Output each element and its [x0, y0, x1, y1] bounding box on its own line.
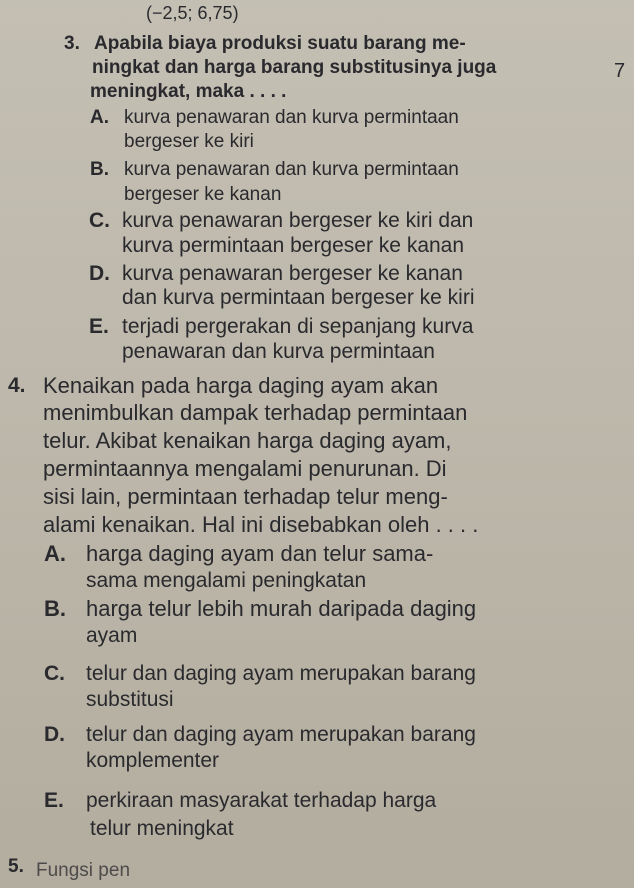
q4-option-b-line-2: ayam	[86, 624, 138, 647]
q4-option-c-line-2: substitusi	[86, 688, 174, 711]
question-4-line-5: sisi lain, permintaan terhadap telur meng-	[43, 484, 448, 509]
question-5-number: 5.	[8, 856, 24, 877]
question-4-line-6: alami kenaikan. Hal ini disebabkan oleh . . . .	[43, 512, 479, 537]
question-3-line-2: ningkat dan harga barang substitusinya juga	[92, 57, 497, 78]
q4-option-b-line-1: harga telur lebih murah daripada daging	[86, 596, 477, 621]
q4-option-b-letter: B.	[44, 596, 66, 621]
question-3-line-1: Apabila biaya produksi suatu barang me-	[94, 33, 466, 54]
q4-option-d-letter: D.	[44, 723, 65, 746]
question-4-line-2: menimbulkan dampak terhadap permintaan	[43, 400, 468, 425]
question-5-partial-text: Fungsi pen	[36, 860, 131, 881]
q3-option-c-letter: C.	[89, 209, 110, 232]
q4-option-a-line-1: harga daging ayam dan telur sama-	[86, 541, 434, 566]
q3-option-a-line-2: bergeser ke kiri	[124, 131, 254, 152]
q3-option-a-line-1: kurva penawaran dan kurva permintaan	[124, 107, 459, 128]
q3-option-e-line-2: penawaran dan kurva permintaan	[122, 340, 435, 363]
q4-option-c-line-1: telur dan daging ayam merupakan barang	[86, 662, 476, 685]
question-4-line-4: permintaannya mengalami penurunan. Di	[43, 456, 447, 481]
q3-option-b-line-1: kurva penawaran dan kurva permintaan	[124, 159, 459, 180]
question-3-number: 3.	[64, 33, 80, 54]
question-4-line-1: Kenaikan pada harga daging ayam akan	[43, 373, 439, 398]
question-3-line-3: meningkat, maka . . . .	[90, 81, 287, 102]
q3-option-d-letter: D.	[89, 262, 110, 285]
side-number: 7	[614, 60, 626, 82]
q4-option-e-letter: E.	[44, 789, 64, 812]
q3-option-b-line-2: bergeser ke kanan	[124, 184, 282, 205]
q3-option-d-line-2: dan kurva permintaan bergeser ke kiri	[122, 286, 475, 309]
q3-option-e-letter: E.	[89, 315, 109, 338]
q3-option-c-line-2: kurva permintaan bergeser ke kanan	[122, 234, 465, 257]
q4-option-d-line-1: telur dan daging ayam merupakan barang	[86, 723, 476, 746]
q4-option-a-letter: A.	[44, 541, 66, 566]
q3-option-c-line-1: kurva penawaran bergeser ke kiri dan	[122, 209, 474, 232]
q3-option-b-letter: B.	[90, 159, 109, 180]
top-coordinate-fragment: (−2,5; 6,75)	[146, 3, 239, 23]
q3-option-a-letter: A.	[90, 107, 109, 128]
q3-option-d-line-1: kurva penawaran bergeser ke kanan	[122, 262, 463, 285]
q4-option-d-line-2: komplementer	[86, 749, 220, 772]
q3-option-e-line-1: terjadi pergerakan di sepanjang kurva	[122, 315, 474, 338]
q4-option-a-line-2: sama mengalami peningkatan	[86, 569, 367, 592]
q4-option-c-letter: C.	[44, 662, 65, 685]
question-4-line-3: telur. Akibat kenaikan harga daging ayam,	[43, 428, 452, 453]
question-4-number: 4.	[8, 374, 26, 397]
q4-option-e-line-2: telur meningkat	[90, 817, 234, 840]
q4-option-e-line-1: perkiraan masyarakat terhadap harga	[86, 789, 437, 812]
